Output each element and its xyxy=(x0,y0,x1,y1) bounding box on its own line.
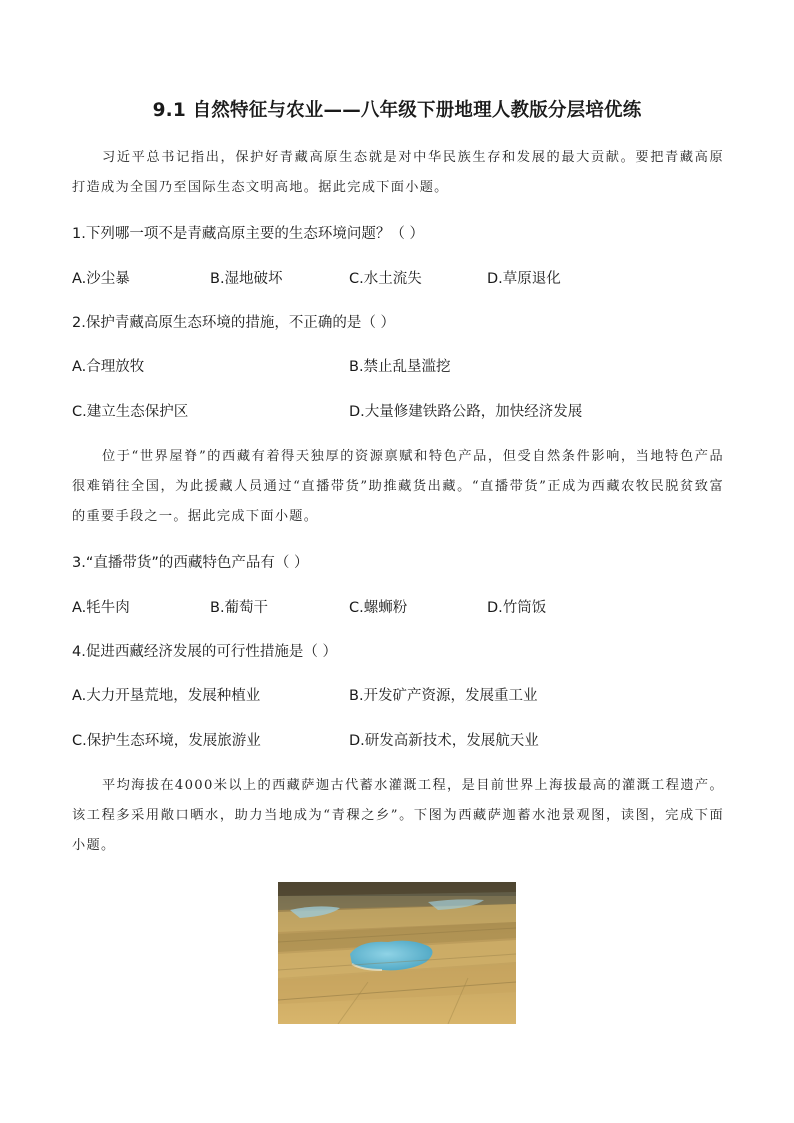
question-1-option-d: D.草原退化 xyxy=(487,271,561,287)
question-4-option-d: D.研发高新技术，发展航天业 xyxy=(349,733,539,749)
question-1-stem: 1.下列哪一项不是青藏高原主要的生态环境问题？（ ） xyxy=(72,226,424,242)
question-2-stem: 2.保护青藏高原生态环境的措施，不正确的是（ ） xyxy=(72,315,395,331)
question-2-option-c: C.建立生态保护区 xyxy=(72,404,189,420)
question-1-option-b: B.湿地破坏 xyxy=(210,271,283,287)
page-title: 9.1 自然特征与农业——八年级下册地理人教版分层培优练 xyxy=(152,100,642,121)
question-2-option-b: B.禁止乱垦滥挖 xyxy=(349,359,451,375)
intro-paragraph-3: 平均海拔在4000米以上的西藏萨迦古代蓄水灌溉工程，是目前世界上海拔最高的灌溉工程遗产。该工程多采用敞口晒水，助力当地成为“青稞之乡”。下图为西藏萨迦蓄水池景观图，读图，完成下面小题。 xyxy=(72,778,724,853)
question-3-stem: 3.“直播带货”的西藏特色产品有（ ） xyxy=(72,555,309,571)
reservoir-landscape-photo xyxy=(278,882,516,1024)
question-2-option-d: D.大量修建铁路公路，加快经济发展 xyxy=(349,404,583,420)
question-4-option-c: C.保护生态环境，发展旅游业 xyxy=(72,733,261,749)
question-3-option-d: D.竹筒饭 xyxy=(487,600,547,616)
question-4-stem: 4.促进西藏经济发展的可行性措施是（ ） xyxy=(72,644,337,660)
question-1-option-a: A.沙尘暴 xyxy=(72,271,130,287)
question-3-option-a: A.牦牛肉 xyxy=(72,600,130,616)
question-4-option-a: A.大力开垦荒地，发展种植业 xyxy=(72,688,261,704)
intro-paragraph-2: 位于“世界屋脊”的西藏有着得天独厚的资源禀赋和特色产品，但受自然条件影响，当地特色产品很难销往全国，为此援藏人员通过“直播带货”助推藏货出藏。“直播带货”正成为西藏农牧民脱贫致富的重要手段之一。据此完成下面小题。 xyxy=(72,449,724,524)
question-4-option-b: B.开发矿产资源，发展重工业 xyxy=(349,688,538,704)
intro-paragraph-1: 习近平总书记指出，保护好青藏高原生态就是对中华民族生存和发展的最大贡献。要把青藏高原打造成为全国乃至国际生态文明高地。据此完成下面小题。 xyxy=(72,150,724,195)
question-3-option-b: B.葡萄干 xyxy=(210,600,269,616)
question-2-option-a: A.合理放牧 xyxy=(72,359,145,375)
question-3-option-c: C.螺蛳粉 xyxy=(349,600,408,616)
question-1-option-c: C.水土流失 xyxy=(349,271,422,287)
